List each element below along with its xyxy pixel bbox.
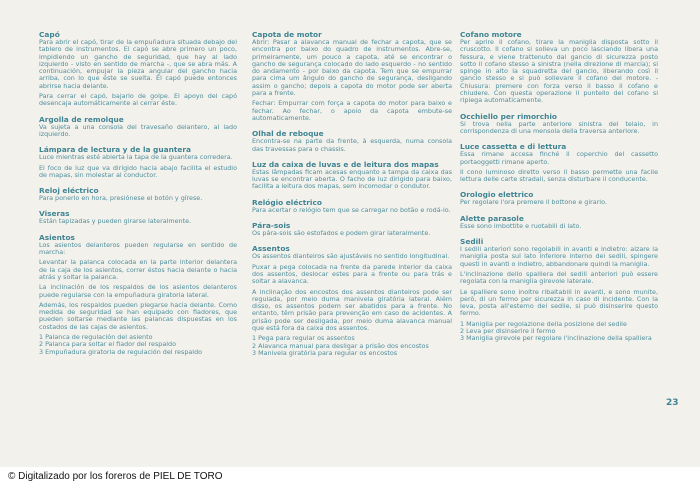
section xyxy=(39,233,237,356)
section-paragraph: Estas lâmpadas ficam acesas enquanto a tampa da caixa das luvas se encontrar aberta. O facho de luz dirigido para baixo, facilita a leitura dos mapas, sem incomodar o condutor. xyxy=(252,167,452,191)
section xyxy=(460,214,658,230)
section-paragraph: I sedili anteriori sono regolabili in avanti e indietro: alzare la maniglia posta sul lato inferiore interno dei sedili, spingere questi in avanti o indietro, abbandonare quindi la maniglia. xyxy=(460,245,658,268)
section xyxy=(252,160,452,191)
column-spanish xyxy=(39,30,237,363)
section-paragraph: La inclinación de los respaldos de los asientos delanteros puede regularse con la empuñadura giratoria lateral. xyxy=(39,283,237,299)
legend-item: 2 Leva per disinserire il fermo xyxy=(460,327,556,336)
section-title: Argolla de remolque xyxy=(39,114,124,124)
section-paragraph: Os assentos dianteiros são ajustáveis no sentido longitudinal. xyxy=(252,252,450,261)
section xyxy=(460,112,658,136)
section-paragraph: Il cono luminoso diretto verso il basso permette una facile lettura delle carte stradali, senza disturbare il conducente. xyxy=(460,167,658,184)
section-paragraph: Puxar a pega colocada na frente da parede interior da caixa dos assentos, deslocar estes para a frente ou para trás e soltar a alavanca. xyxy=(252,262,452,286)
legend-item: 1 Palanca de regulación del asiento xyxy=(39,333,153,342)
section-paragraph: Levantar la palanca colocada en la parte interior delantera de la caja de los asientos, correr éstos hacia delante o hacia atrás y soltar la palanca. xyxy=(39,258,237,281)
legend-item: 3 Manivela giratória para regular os encostos xyxy=(252,348,398,357)
section xyxy=(252,30,452,122)
section-title: Pára-sois xyxy=(252,221,291,231)
page-number: 23 xyxy=(666,398,679,408)
footer-credit: © Digitalizado por los foreros de PIEL DE TORO xyxy=(8,471,223,482)
section xyxy=(39,115,237,139)
section-title: Sedili xyxy=(460,237,484,247)
section xyxy=(252,221,452,237)
section-title: Luz da caixa de luvas e de leitura dos mapas xyxy=(252,159,439,169)
section-paragraph: A inclinação dos encostos dos assentos dianteiros pode ser regulada, por meio duma manivela giratória lateral. Além disso, os assentos podem ser abatidos para a frente. No entanto, têm prisão para prevenção em caso de acidentes. A prisão pode ser desligada, por meio duma alavanca manual que está fora da caixa dos assentos. xyxy=(252,287,452,333)
section-title: Capó xyxy=(39,30,60,39)
section xyxy=(39,186,237,202)
section-title: Orologio elettrico xyxy=(460,190,534,200)
legend-item: 2 Alavanca manual para desligar a prisão dos encostos xyxy=(252,341,429,350)
section-title: Olhal de reboque xyxy=(252,129,324,139)
section-paragraph: Per regolare l'ora premere il bottone e girarlo. xyxy=(460,198,607,207)
section xyxy=(252,198,452,214)
legend-item: 1 Maniglia per regolazione della posizione del sedile xyxy=(460,319,627,328)
section xyxy=(39,209,237,225)
footer-credit-bar xyxy=(0,467,700,488)
section-title: Viseras xyxy=(39,209,70,219)
section-paragraph: Le spalliere sono inoltre ribaltabili in avanti, e sono munite, però, di un fermo per sicurezza in caso di incidente. Con la leva, posta all'esterno del sedile, si può disinserire questo fermo. xyxy=(460,287,658,318)
section-title: Occhiello per rimorchio xyxy=(460,111,557,121)
section xyxy=(460,190,658,206)
section-paragraph: Para cerrar el capó, bajarlo de golpe. El apoyo del capó desencaja automáticamente al cerrar éste. xyxy=(39,92,237,108)
legend-item: 2 Palanca para soltar el fiador del respaldo xyxy=(39,340,176,349)
section-title: Reloj eléctrico xyxy=(39,186,99,196)
section-paragraph: Luce mientras esté abierta la tapa de la guantera corredera. xyxy=(39,153,233,162)
section xyxy=(252,244,452,357)
section-paragraph: Para abrir el capó, tirar de la empuñadura situada debajo del tablero de instrumentos. El capó se abre primero un poco, impidiendo un gancho de seguridad, que hay al lado izquierdo - visto en sentido de marcha -, que se abra más. A continuación, empujar la pieza angular del gancho hacia arriba, con lo que éste se suelta. El capó puede entonces abrirse hacia delante. xyxy=(39,38,237,90)
section-paragraph: Abrir: Pasar a alavanca manual de fechar a capota, que se encontra por baixo do quadro de instrumentos. Abre-se, primeiramente, um pouco a capota, até se encontrar o gancho de segurança colocado do lado esquerdo - no sentido do andamento - por baixo da capota. Tem que se empurrar para cima um ângulo do gancho de segurança, desligando assim o gancho; depois a capota do motor pode ser aberta para a frente. xyxy=(252,38,452,98)
section xyxy=(460,142,658,183)
column-italian xyxy=(460,30,658,350)
section-paragraph: Essa rimane accesa finché il coperchio del cassetto portaoggetti rimane aperto. xyxy=(460,150,658,166)
section-paragraph: Va sujeta a una consola del travesaño delantero, al lado izquierdo. xyxy=(39,122,237,138)
legend-item: 3 Maniglia girevole per regolare l'inclinazione della spalliera xyxy=(460,334,652,343)
legend-item: 1 Pega para regular os assentos xyxy=(252,334,355,343)
section-paragraph: Si trova nella parte anteriore sinistra del telaio, in corrispondenza di una mensola della traversa anteriore. xyxy=(460,119,658,135)
section-paragraph: Para acertar o relógio tem que se carregar no botão e rodá-lo. xyxy=(252,205,451,214)
section-title: Asientos xyxy=(39,232,75,242)
section-title: Luce cassetta e di lettura xyxy=(460,142,567,152)
section xyxy=(39,30,237,108)
section-paragraph: Esse sono imbottite e ruotabili di lato. xyxy=(460,221,582,230)
section-paragraph: Per aprire il cofano, tirare la maniglia disposta sotto il cruscotto. Il cofano si solleva un poco lasciando libera una fessura, e viene trattenuto dal gancio di sicurezza posto sotto il cofano stesso a sinistra (nella direzione di marcia); si spinge in alto la squadretta del gancio, liberando così il gancio stesso e si può sollevare il cofano del motore. - Chiusura: premere con forza verso il basso il cofano e chiudere. Con questa operazione il puntello del cofano si ripiega automaticamente. xyxy=(460,38,658,105)
section xyxy=(252,129,452,153)
section-title: Capota de motor xyxy=(252,30,322,39)
section-title: Alette parasole xyxy=(460,213,524,223)
section-paragraph: L'inclinazione dello spalliera dei sedili anteriori può essere regolata con la maniglia girevole laterale. xyxy=(460,269,658,286)
section-paragraph: Además, los respaldos pueden plegarse hacia delante. Como medida de seguridad se han equipado con fiadores, que pueden soltarse mediante las palancas dispuestas en los costados de las cajas de asientos. xyxy=(39,300,237,331)
section-title: Lámpara de lectura y de la guantera xyxy=(39,145,192,155)
section-paragraph: Os pára-sois são estofados e podem girar lateralmente. xyxy=(252,229,431,238)
section-paragraph: Los asientos delanteros pueden regularse en sentido de marcha: xyxy=(39,240,237,257)
section-paragraph: El foco de luz que va dirigido hacia abajo facilita el estudio de mapas, sin molestar al conductor. xyxy=(39,163,237,179)
section-paragraph: Para ponerlo en hora, presiónese el botón y gírese. xyxy=(39,194,203,203)
section xyxy=(460,30,658,105)
section xyxy=(460,237,658,343)
section-paragraph: Están tapizadas y pueden girarse lateralmente. xyxy=(39,217,192,226)
section-title: Relógio eléctrico xyxy=(252,197,322,207)
column-portuguese xyxy=(252,30,452,364)
section xyxy=(39,145,237,179)
section-paragraph: Fechar: Empurrar com força a capota do motor para baixo e fechar. Ao fechar, o apoio da capota embute-se automaticamente. xyxy=(252,99,452,122)
section-title: Assentos xyxy=(252,244,290,254)
section-paragraph: Encontra-se na parte da frente, à esquerda, numa consola das travessas para o chassis. xyxy=(252,137,452,153)
legend-item: 3 Empuñadura giratoria de regulación del respaldo xyxy=(39,347,203,356)
section-title: Cofano motore xyxy=(460,30,522,39)
